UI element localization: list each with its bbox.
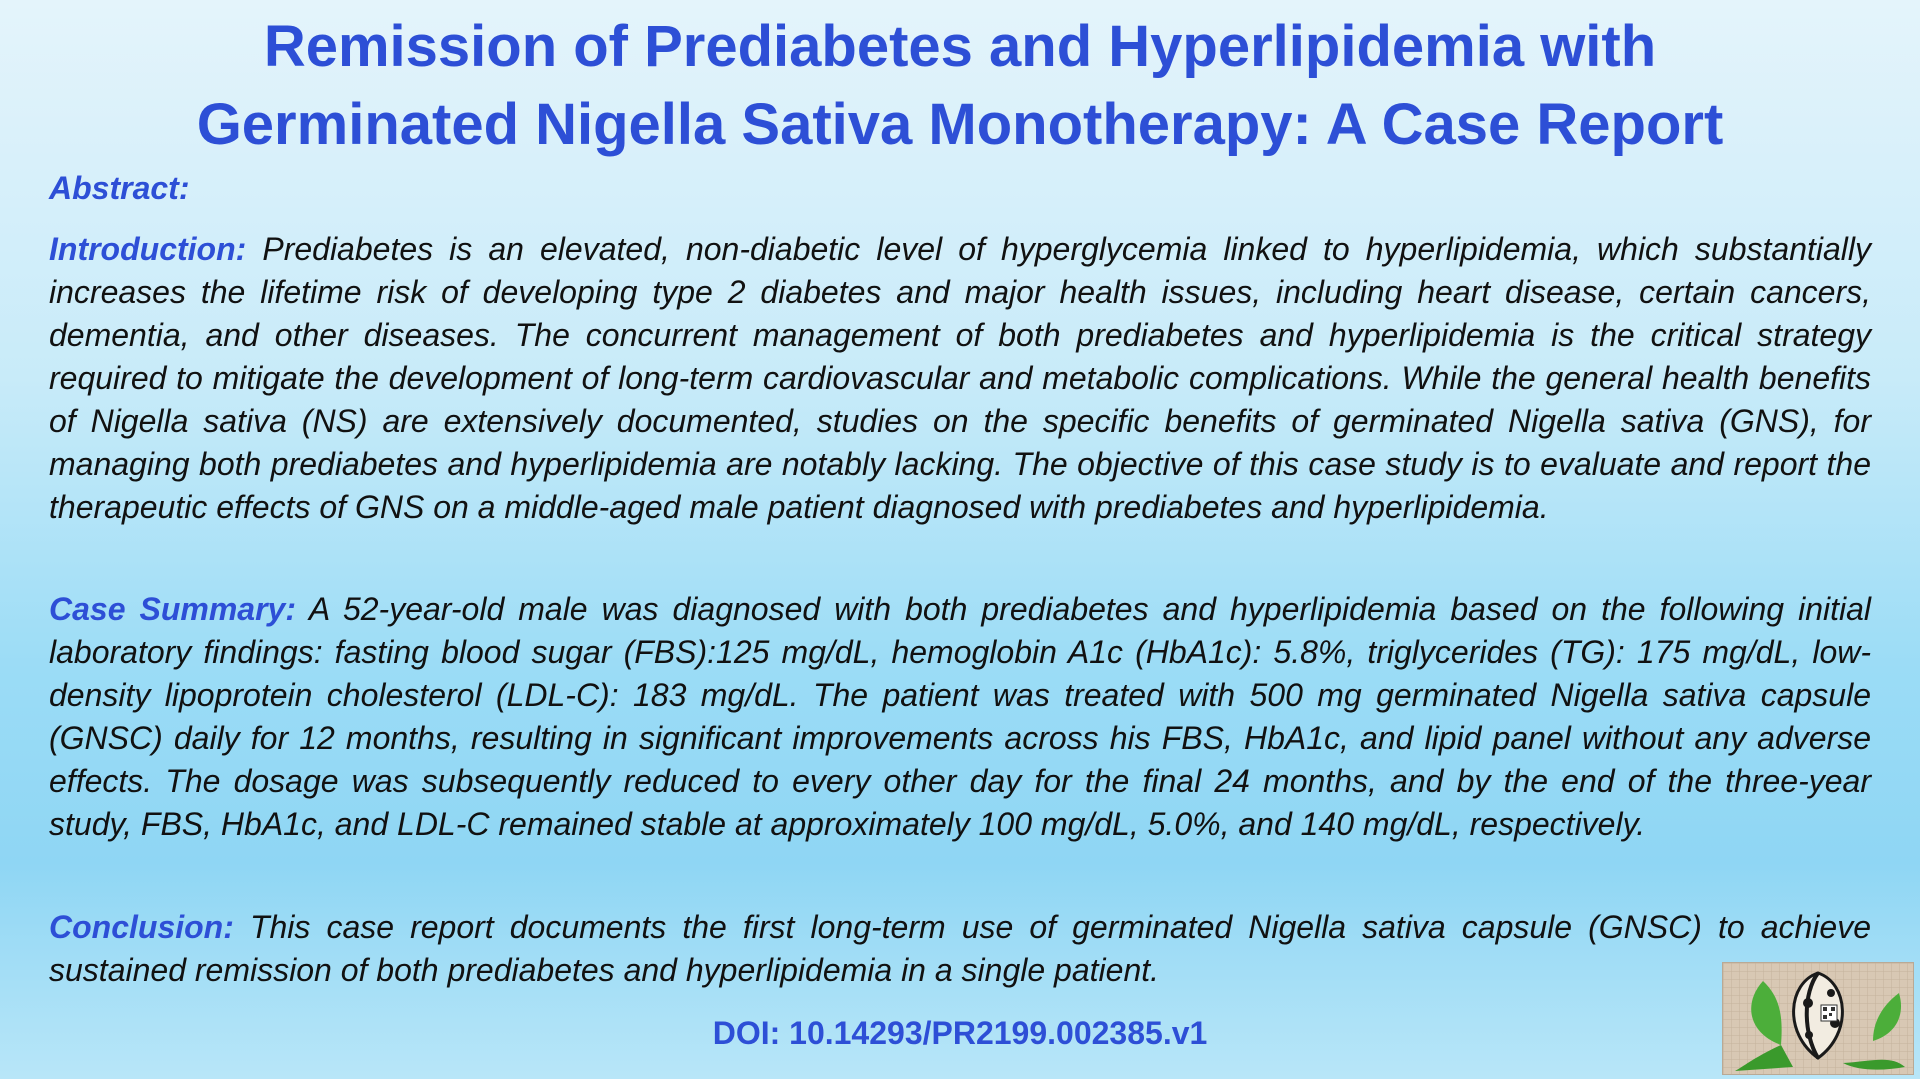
title-line-2: Germinated Nigella Sativa Monotherapy: A Case Report xyxy=(196,92,1724,157)
doi-text: DOI: 10.14293/PR2199.002385.v1 xyxy=(712,1015,1208,1051)
introduction-label: Introduction: xyxy=(49,231,247,267)
abstract-heading: Abstract: xyxy=(49,170,190,206)
introduction-paragraph xyxy=(49,228,1871,529)
conclusion-label: Conclusion: xyxy=(49,909,234,945)
case-summary-label: Case Summary: xyxy=(49,591,296,627)
conclusion-paragraph xyxy=(49,906,1871,992)
case-summary-text: A 52-year-old male was diagnosed with both prediabetes and hyperlipidemia based on the following initial laboratory findings: fasting blood sugar (FBS):125 mg/dL, hemoglobin A1c (HbA1c): 5.8%, triglycerides (TG): 175 mg/dL, low-density lipoprotein cholesterol (LDL-C): 183 mg/dL. The patient was treated with 500 mg germinated Nigella sativa capsule (GNSC) daily for 12 months, resulting in significant improvements across his FBS, HbA1c, and lipid panel without any adverse effects. The dosage was subsequently reduced to every other day for the final 24 months, and by the end of the three-year study, FBS, HbA1c, and LDL-C remained stable at approximately 100 mg/dL, 5.0%, and 140 mg/dL, respectively. xyxy=(49,591,1872,842)
case-summary-paragraph xyxy=(49,588,1871,846)
nigella-leaf-logo-icon xyxy=(1722,962,1914,1075)
conclusion-text: This case report documents the first long-term use of germinated Nigella sativa capsule (GNSC) to achieve sustained remission of both prediabetes and hyperlipidemia in a single patient. xyxy=(49,909,1872,988)
poster-title xyxy=(0,8,1920,164)
title-line-1: Remission of Prediabetes and Hyperlipidemia with xyxy=(263,14,1657,79)
introduction-text: Prediabetes is an elevated, non-diabetic level of hyperglycemia linked to hyperlipidemia, which substantially increases the lifetime risk of developing type 2 diabetes and major health issues, including heart disease, certain cancers, dementia, and other diseases. The concurrent management of both prediabetes and hyperlipidemia is the critical strategy required to mitigate the development of long-term cardiovascular and metabolic complications. While the general health benefits of Nigella sativa (NS) are extensively documented, studies on the specific benefits of germinated Nigella sativa (GNS), for managing both prediabetes and hyperlipidemia are notably lacking. The objective of this case study is to evaluate and report the therapeutic effects of GNS on a middle-aged male patient diagnosed with prediabetes and hyperlipidemia. xyxy=(49,231,1872,525)
